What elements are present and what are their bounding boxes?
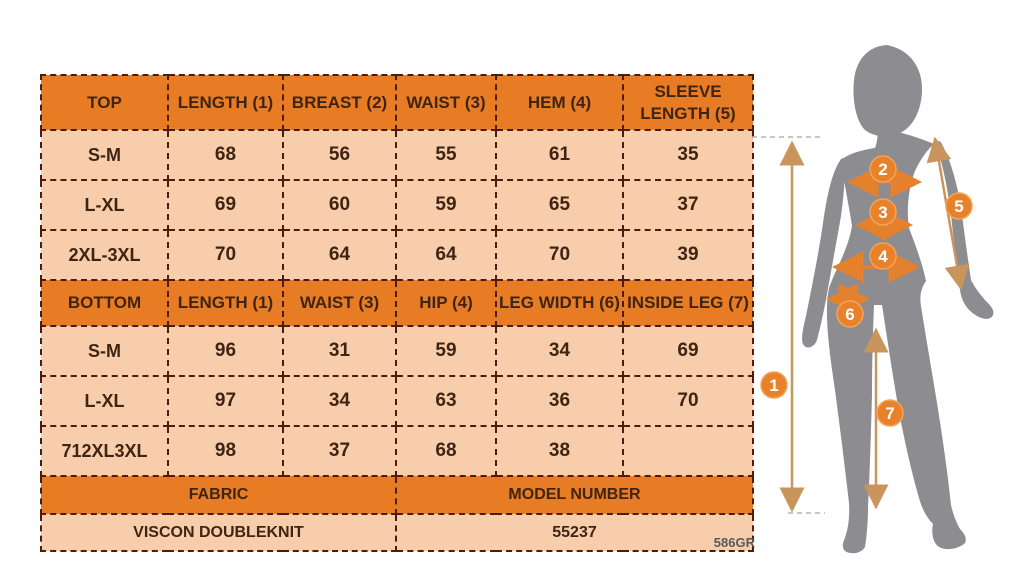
marker-7 bbox=[877, 400, 903, 426]
table-row bbox=[41, 326, 753, 376]
measurement-value: 64 bbox=[396, 230, 496, 280]
measurement-value: 96 bbox=[168, 326, 283, 376]
measurement-value: 69 bbox=[623, 326, 753, 376]
table-row bbox=[41, 180, 753, 230]
measurement-value: 35 bbox=[623, 130, 753, 180]
measurement-value: 65 bbox=[496, 180, 623, 230]
table-row bbox=[41, 376, 753, 426]
column-header: LENGTH (1) bbox=[168, 75, 283, 130]
size-label: 2XL-3XL bbox=[41, 230, 168, 280]
marker-number: 3 bbox=[878, 203, 888, 222]
silhouette-head bbox=[853, 45, 922, 136]
table-row bbox=[41, 130, 753, 180]
info-header-row bbox=[41, 476, 753, 514]
measurement-value: 39 bbox=[623, 230, 753, 280]
marker-number: 6 bbox=[845, 305, 855, 324]
marker-number: 2 bbox=[878, 160, 888, 179]
measurement-value: 37 bbox=[283, 426, 396, 476]
measurement-value: 64 bbox=[283, 230, 396, 280]
size-label: S-M bbox=[41, 326, 168, 376]
marker-3 bbox=[870, 199, 896, 225]
column-header: WAIST (3) bbox=[283, 280, 396, 326]
column-header: INSIDE LEG (7) bbox=[623, 280, 753, 326]
size-label: S-M bbox=[41, 130, 168, 180]
measurement-value: 38 bbox=[496, 426, 623, 476]
size-label: L-XL bbox=[41, 376, 168, 426]
column-header: HIP (4) bbox=[396, 280, 496, 326]
size-label: L-XL bbox=[41, 180, 168, 230]
measurement-value: 37 bbox=[623, 180, 753, 230]
measurement-value: 70 bbox=[168, 230, 283, 280]
marker-number: 5 bbox=[954, 197, 964, 216]
fabric-header: FABRIC bbox=[41, 476, 396, 514]
measurement-value: 60 bbox=[283, 180, 396, 230]
table-row bbox=[41, 230, 753, 280]
marker-number: 1 bbox=[769, 376, 779, 395]
image-code: 586GR bbox=[713, 535, 755, 550]
measurement-value: 68 bbox=[396, 426, 496, 476]
marker-2 bbox=[870, 156, 896, 182]
measurement-value: 31 bbox=[283, 326, 396, 376]
column-header: BREAST (2) bbox=[283, 75, 396, 130]
marker-6 bbox=[837, 301, 863, 327]
measurement-value: 61 bbox=[496, 130, 623, 180]
bottom-section-label: BOTTOM bbox=[41, 280, 168, 326]
measurement-figure bbox=[750, 0, 1024, 567]
measurement-value: 97 bbox=[168, 376, 283, 426]
bottom-header-row bbox=[41, 280, 753, 326]
top-section-label: TOP bbox=[41, 75, 168, 130]
column-header: SLEEVE LENGTH (5) bbox=[623, 75, 753, 130]
measurement-value: 55 bbox=[396, 130, 496, 180]
marker-number: 4 bbox=[878, 247, 888, 266]
measurement-value: 34 bbox=[283, 376, 396, 426]
model-number-value: 55237 bbox=[396, 514, 753, 551]
measurement-value: 56 bbox=[283, 130, 396, 180]
measurement-value: 69 bbox=[168, 180, 283, 230]
column-header: LENGTH (1) bbox=[168, 280, 283, 326]
size-label: 712XL3XL bbox=[41, 426, 168, 476]
marker-5 bbox=[946, 193, 972, 219]
figure-svg bbox=[750, 0, 1024, 567]
measurement-value: 36 bbox=[496, 376, 623, 426]
size-chart-table bbox=[40, 74, 754, 552]
fabric-value: VISCON DOUBLEKNIT bbox=[41, 514, 396, 551]
measurement-value: 59 bbox=[396, 326, 496, 376]
marker-1 bbox=[761, 372, 787, 398]
measurement-value: 70 bbox=[623, 376, 753, 426]
model-number-header: MODEL NUMBER bbox=[396, 476, 753, 514]
measurement-value: 70 bbox=[496, 230, 623, 280]
marker-4 bbox=[870, 243, 896, 269]
measurement-value: 98 bbox=[168, 426, 283, 476]
table-row bbox=[41, 426, 753, 476]
measurement-value: 68 bbox=[168, 130, 283, 180]
top-header-row bbox=[41, 75, 753, 130]
measurement-value bbox=[623, 426, 753, 476]
column-header: LEG WIDTH (6) bbox=[496, 280, 623, 326]
measurement-value: 59 bbox=[396, 180, 496, 230]
measurement-value: 63 bbox=[396, 376, 496, 426]
measurement-value: 34 bbox=[496, 326, 623, 376]
column-header: WAIST (3) bbox=[396, 75, 496, 130]
column-header: HEM (4) bbox=[496, 75, 623, 130]
silhouette-right-arm bbox=[934, 141, 993, 319]
marker-number: 7 bbox=[885, 404, 895, 423]
woman-silhouette bbox=[802, 45, 993, 553]
